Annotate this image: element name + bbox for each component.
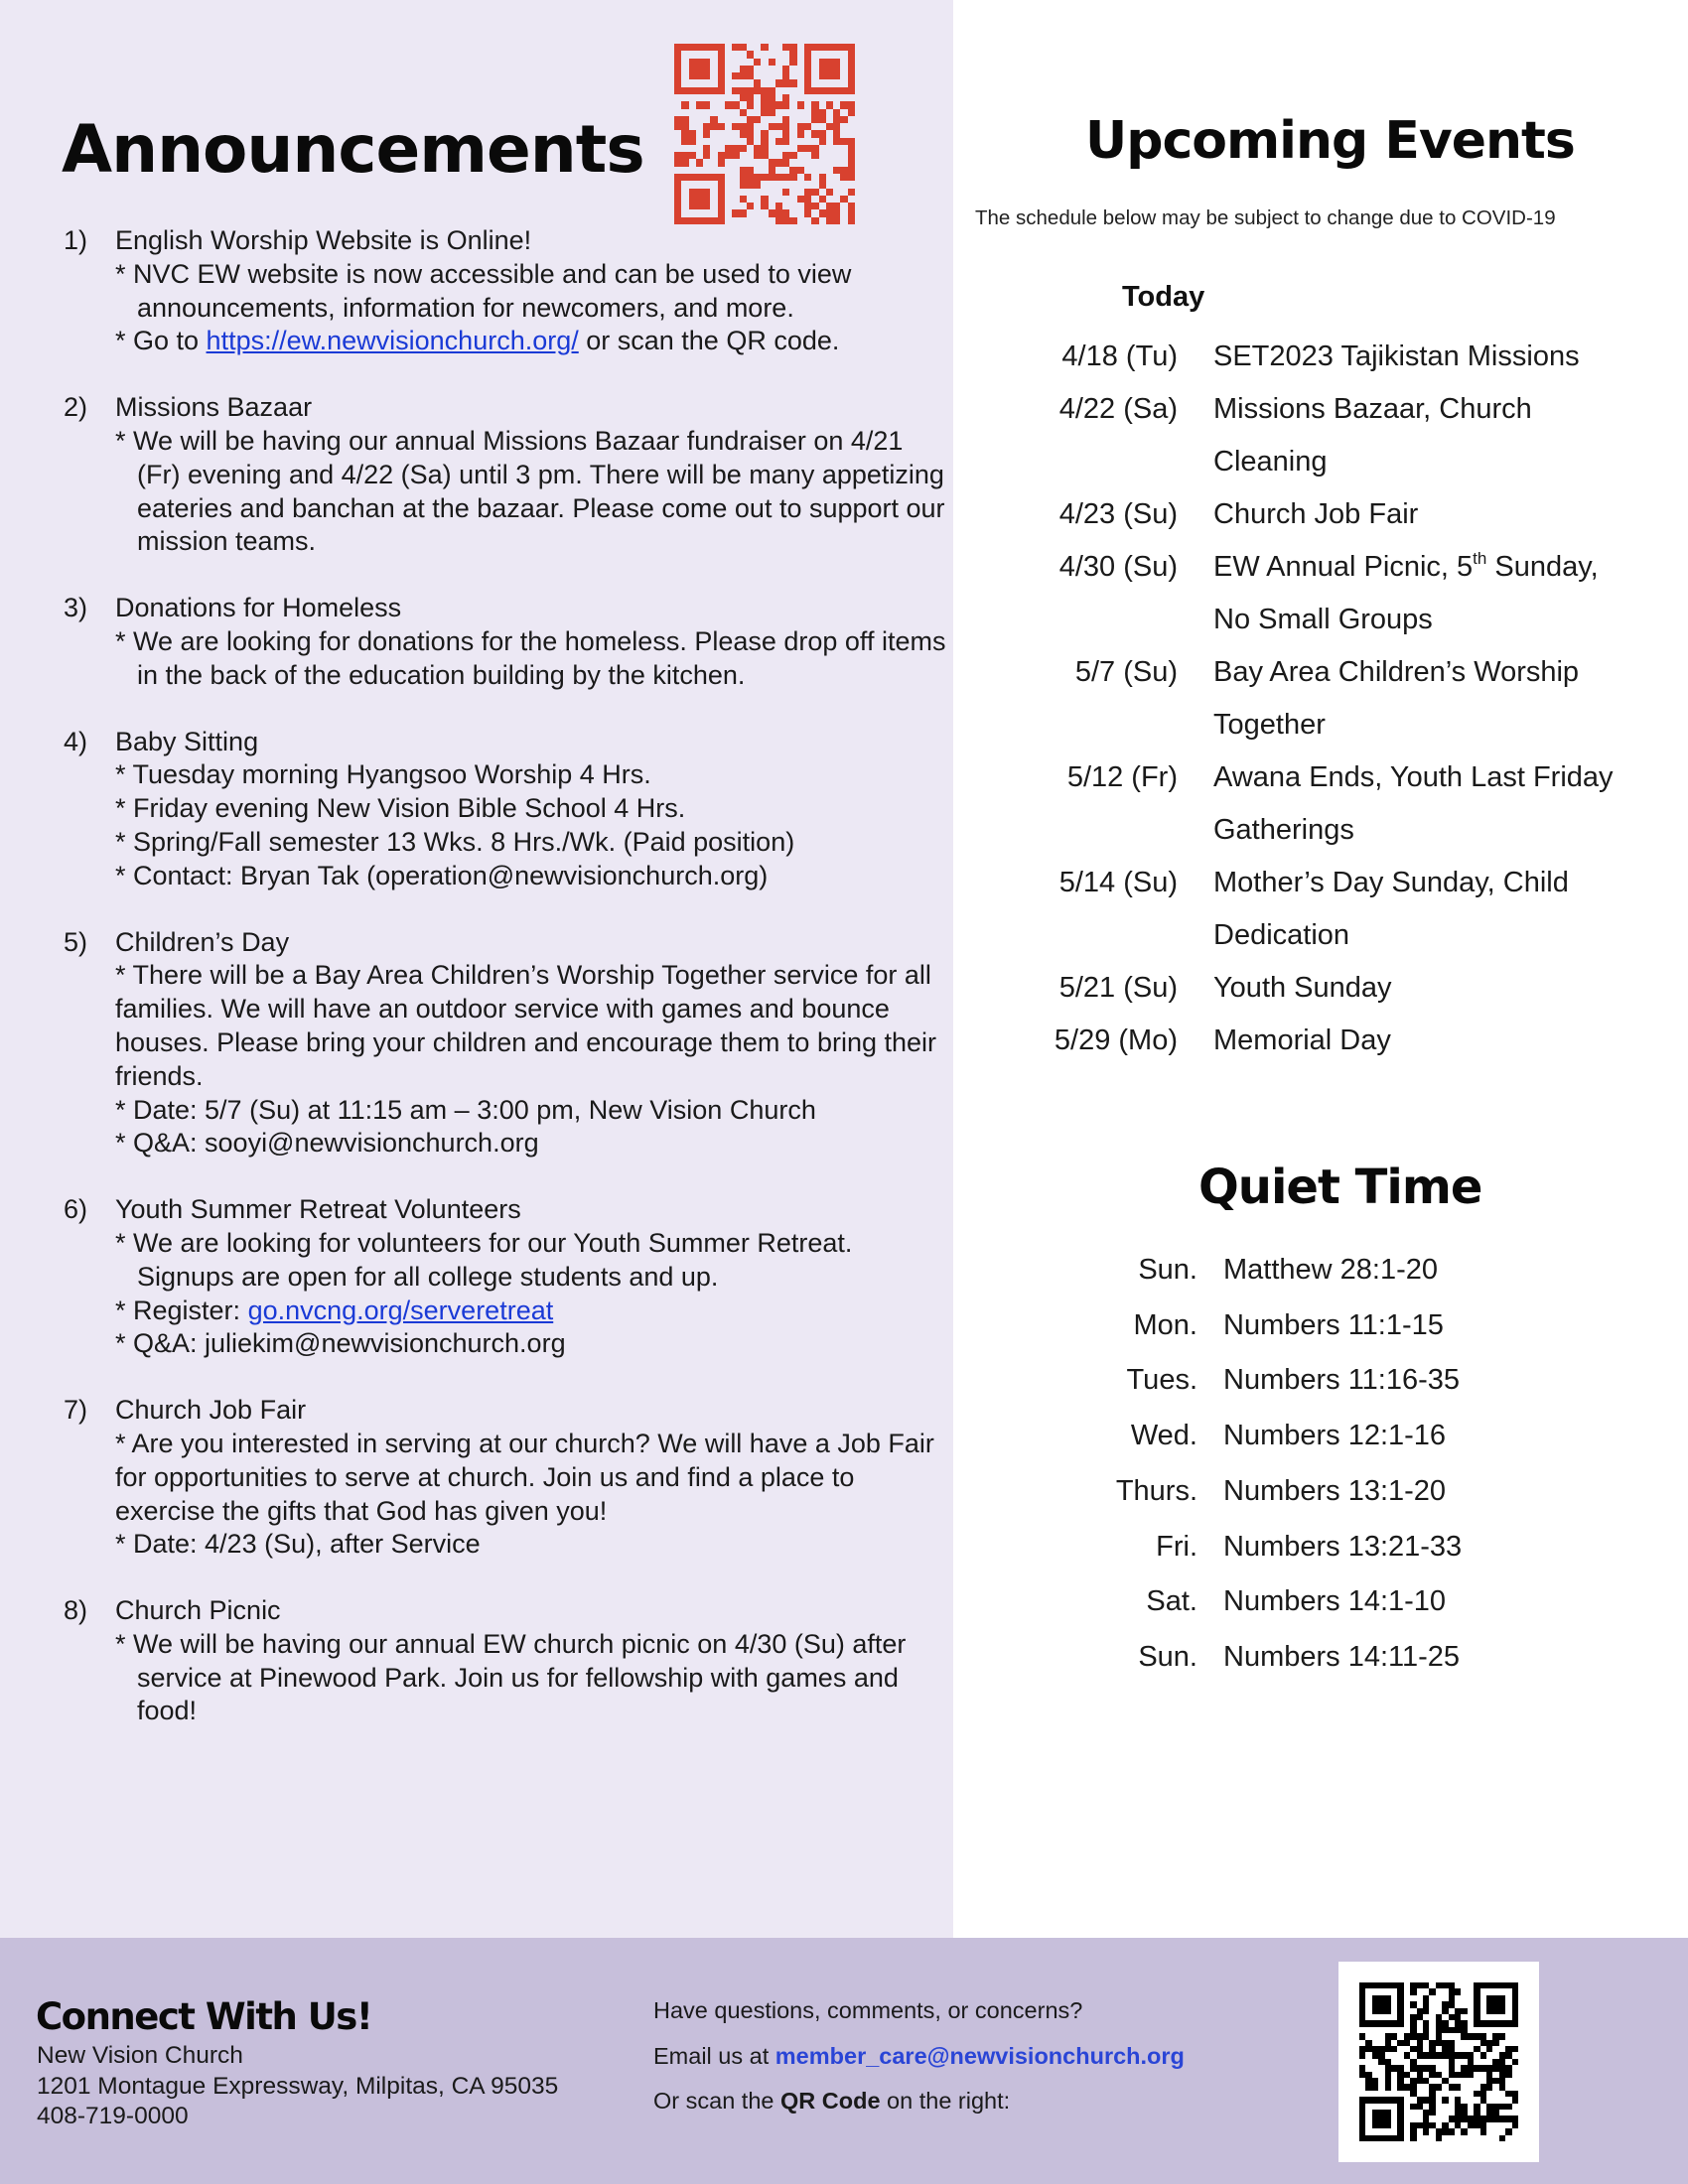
email-prefix: Email us at	[653, 2042, 775, 2069]
announcement-heading: English Worship Website is Online!	[115, 225, 532, 255]
quiet-time-row	[993, 1298, 1668, 1354]
announcement-detail: * Contact: Bryan Tak (operation@newvisionchurch.org)	[115, 860, 769, 890]
announcement-number: 3)	[64, 593, 88, 623]
announcement-item	[64, 592, 947, 692]
quiet-time-day: Thurs.	[1115, 1474, 1197, 1507]
email-line	[653, 2034, 1185, 2080]
event-name	[1213, 857, 1620, 962]
announcement-detail: * We will be having our annual Missions Bazaar fundraiser on 4/21 (Fr) evening and 4/22 (Sa) until 3 pm. There will be many appetizing eateries and banchan at the bazaar. Please come out to support our mission teams.	[115, 425, 945, 557]
announcement-number: 5)	[64, 926, 88, 957]
quiet-time-passage: Numbers 11:16-35	[1223, 1364, 1461, 1397]
announcement-heading: Church Picnic	[115, 1595, 281, 1626]
event-date: 4/22 (Sa)	[1058, 393, 1178, 425]
quiet-time-passage: Numbers 12:1-16	[1223, 1420, 1447, 1452]
announcement-item	[64, 224, 947, 358]
link-suffix: or scan the QR code.	[578, 326, 840, 356]
events-note: The schedule below may be subject to change due to COVID-19	[975, 206, 1556, 229]
event-name-text: Memorial Day	[1213, 1024, 1391, 1056]
event-name-text: Youth Sunday	[1213, 972, 1392, 1004]
event-row	[993, 331, 1678, 383]
event-name	[1213, 541, 1620, 646]
announcement-detail: * Friday evening New Vision Bible School 4 Hrs.	[115, 793, 686, 824]
event-name-text: Bay Area Children’s Worship Together	[1213, 656, 1580, 741]
announcement-number: 8)	[64, 1595, 88, 1626]
link-prefix: * Go to	[115, 326, 207, 356]
quiet-time-row	[993, 1630, 1668, 1686]
announcement-number: 4)	[64, 726, 88, 756]
announcement-detail: * Date: 4/23 (Su), after Service	[115, 1529, 481, 1560]
announcement-number: 1)	[64, 225, 88, 255]
announcements-title: Announcements	[62, 111, 644, 188]
announcement-item	[64, 726, 947, 893]
quiet-time-passage: Matthew 28:1-20	[1223, 1254, 1439, 1286]
announcement-item	[64, 1594, 947, 1728]
announcement-heading: Church Job Fair	[115, 1395, 307, 1426]
announcement-body	[115, 926, 947, 1161]
connect-title: Connect With Us!	[36, 1995, 372, 2038]
announcement-heading: Children’s Day	[115, 926, 290, 957]
quiet-time-day: Tues.	[1126, 1364, 1197, 1397]
announcement-detail: * Are you interested in serving at our church? We will have a Job Fair for opportunities to serve at church. Join us and find a place to exercise the gifts that God has given you!	[115, 1428, 934, 1526]
quiet-time-row	[993, 1520, 1668, 1575]
announcement-body	[115, 1394, 947, 1562]
event-name	[1213, 1015, 1620, 1067]
event-date: 4/23 (Su)	[1058, 498, 1178, 530]
announcement-body	[115, 391, 947, 559]
announcement-item	[64, 926, 947, 1161]
announcement-item	[64, 1394, 947, 1562]
event-name	[1213, 962, 1620, 1015]
quiet-time-passage: Numbers 14:1-10	[1223, 1585, 1447, 1618]
quiet-time-row	[993, 1409, 1668, 1464]
event-name	[1213, 646, 1620, 751]
announcement-detail: * Q&A: sooyi@newvisionchurch.org	[115, 1128, 539, 1159]
email-link[interactable]: member_care@newvisionchurch.org	[774, 2042, 1185, 2069]
announcement-detail: * Spring/Fall semester 13 Wks. 8 Hrs./Wk. (Paid position)	[115, 826, 795, 857]
quiet-time-list	[993, 1243, 1668, 1686]
quiet-time-passage: Numbers 11:1-15	[1223, 1308, 1444, 1341]
event-date: 4/30 (Su)	[1058, 551, 1178, 583]
announcement-link[interactable]: https://ew.newvisionchurch.org/	[206, 326, 579, 356]
event-row	[993, 488, 1678, 541]
church-contact-info	[37, 2041, 558, 2132]
scan-suffix: on the right:	[880, 2088, 1011, 2114]
announcement-heading: Missions Bazaar	[115, 392, 313, 423]
scan-bold: QR Code	[780, 2088, 881, 2114]
announcement-heading: Youth Summer Retreat Volunteers	[115, 1194, 521, 1225]
quiet-time-day: Sun.	[1138, 1254, 1197, 1286]
event-name-text: Church Job Fair	[1213, 498, 1419, 530]
church-name: New Vision Church	[37, 2042, 243, 2069]
event-name	[1213, 751, 1620, 857]
questions-text: Have questions, comments, or concerns?	[653, 1997, 1083, 2023]
quiet-time-passage: Numbers 14:11-25	[1223, 1640, 1461, 1673]
event-name-text: Mother’s Day Sunday, Child Dedication	[1213, 867, 1569, 951]
quiet-time-passage: Numbers 13:21-33	[1223, 1530, 1463, 1563]
announcement-detail: * Date: 5/7 (Su) at 11:15 am – 3:00 pm, New Vision Church	[115, 1094, 816, 1125]
announcement-detail: * We will be having our annual EW church picnic on 4/30 (Su) after service at Pinewood Park. Join us for fellowship with games and food!	[115, 1628, 907, 1726]
event-row	[993, 646, 1678, 751]
announcement-heading: Baby Sitting	[115, 726, 259, 756]
events-title: Upcoming Events	[1085, 111, 1575, 171]
event-row	[993, 383, 1678, 488]
event-date: 5/29 (Mo)	[1054, 1024, 1178, 1056]
event-name-text: Awana Ends, Youth Last Friday Gatherings	[1213, 761, 1614, 846]
quiet-time-day: Sun.	[1138, 1640, 1197, 1673]
footer-qr-card	[1338, 1962, 1539, 2162]
event-date: 5/14 (Su)	[1058, 867, 1178, 898]
event-row	[993, 541, 1678, 646]
event-name-superscript: th	[1473, 549, 1487, 568]
event-date: 5/7 (Su)	[1074, 656, 1178, 688]
announcement-number: 7)	[64, 1395, 88, 1426]
scan-prefix: Or scan the	[653, 2088, 780, 2114]
announcement-item	[64, 391, 947, 559]
event-name-text: Missions Bazaar, Church Cleaning	[1213, 393, 1532, 478]
today-label: Today	[1122, 281, 1205, 313]
announcement-number: 2)	[64, 392, 88, 423]
quiet-time-day: Fri.	[1156, 1530, 1197, 1563]
announcement-number: 6)	[64, 1194, 88, 1225]
event-row	[993, 962, 1678, 1015]
quiet-time-row	[993, 1574, 1668, 1630]
announcement-body	[115, 1594, 947, 1728]
announcement-detail: * NVC EW website is now accessible and can be used to view announcements, information for newcomers, and more.	[115, 258, 852, 323]
quiet-time-title: Quiet Time	[1198, 1160, 1482, 1215]
announcement-link[interactable]: go.nvcng.org/serveretreat	[247, 1295, 554, 1325]
church-phone: 408-719-0000	[37, 2103, 189, 2129]
church-address: 1201 Montague Expressway, Milpitas, CA 95035	[37, 2072, 559, 2100]
announcement-detail: * Q&A: juliekim@newvisionchurch.org	[115, 1328, 566, 1359]
announcement-detail: * We are looking for donations for the homeless. Please drop off items in the back of the education building by the kitchen.	[115, 625, 946, 690]
announcement-list	[64, 224, 947, 1761]
announcement-detail: * We are looking for volunteers for our Youth Summer Retreat. Signups are open for all college students and up.	[115, 1227, 853, 1292]
scan-line	[653, 2079, 1185, 2124]
event-date: 5/21 (Su)	[1058, 972, 1178, 1004]
event-name	[1213, 331, 1620, 383]
link-prefix: * Register:	[115, 1295, 248, 1325]
quiet-time-row	[993, 1353, 1668, 1409]
quiet-time-row	[993, 1243, 1668, 1298]
announcement-detail: * Tuesday morning Hyangsoo Worship 4 Hrs.	[115, 759, 651, 790]
announcement-body	[115, 592, 947, 692]
announcement-detail	[115, 1295, 947, 1328]
event-name	[1213, 488, 1620, 541]
event-name-text: Sunday, No Small Groups	[1213, 551, 1599, 635]
qr-code-icon	[674, 44, 855, 224]
event-row	[993, 857, 1678, 962]
quiet-time-row	[993, 1464, 1668, 1520]
quiet-time-day: Sat.	[1146, 1585, 1197, 1618]
event-name-text: SET2023 Tajikistan Missions	[1213, 341, 1580, 372]
announcement-item	[64, 1193, 947, 1361]
announcement-detail	[115, 325, 947, 358]
announcement-detail: * There will be a Bay Area Children’s Worship Together service for all families. We will have an outdoor service with games and bounce houses. Please bring your children and encourage them to bring their friends.	[115, 960, 937, 1091]
announcement-heading: Donations for Homeless	[115, 593, 402, 623]
event-row	[993, 751, 1678, 857]
quiet-time-day: Wed.	[1130, 1420, 1197, 1452]
quiet-time-passage: Numbers 13:1-20	[1223, 1474, 1447, 1507]
announcement-body	[115, 224, 947, 358]
event-row	[993, 1015, 1678, 1067]
event-date: 4/18 (Tu)	[1061, 341, 1178, 372]
event-name	[1213, 383, 1620, 488]
quiet-time-day: Mon.	[1133, 1308, 1197, 1341]
event-date: 5/12 (Fr)	[1066, 761, 1178, 793]
events-list	[993, 331, 1678, 1056]
event-name-text: EW Annual Picnic, 5	[1213, 551, 1474, 583]
announcement-body	[115, 726, 947, 893]
announcement-body	[115, 1193, 947, 1361]
contact-prompt	[653, 1988, 1185, 2124]
qr-code-icon	[1359, 1982, 1518, 2141]
